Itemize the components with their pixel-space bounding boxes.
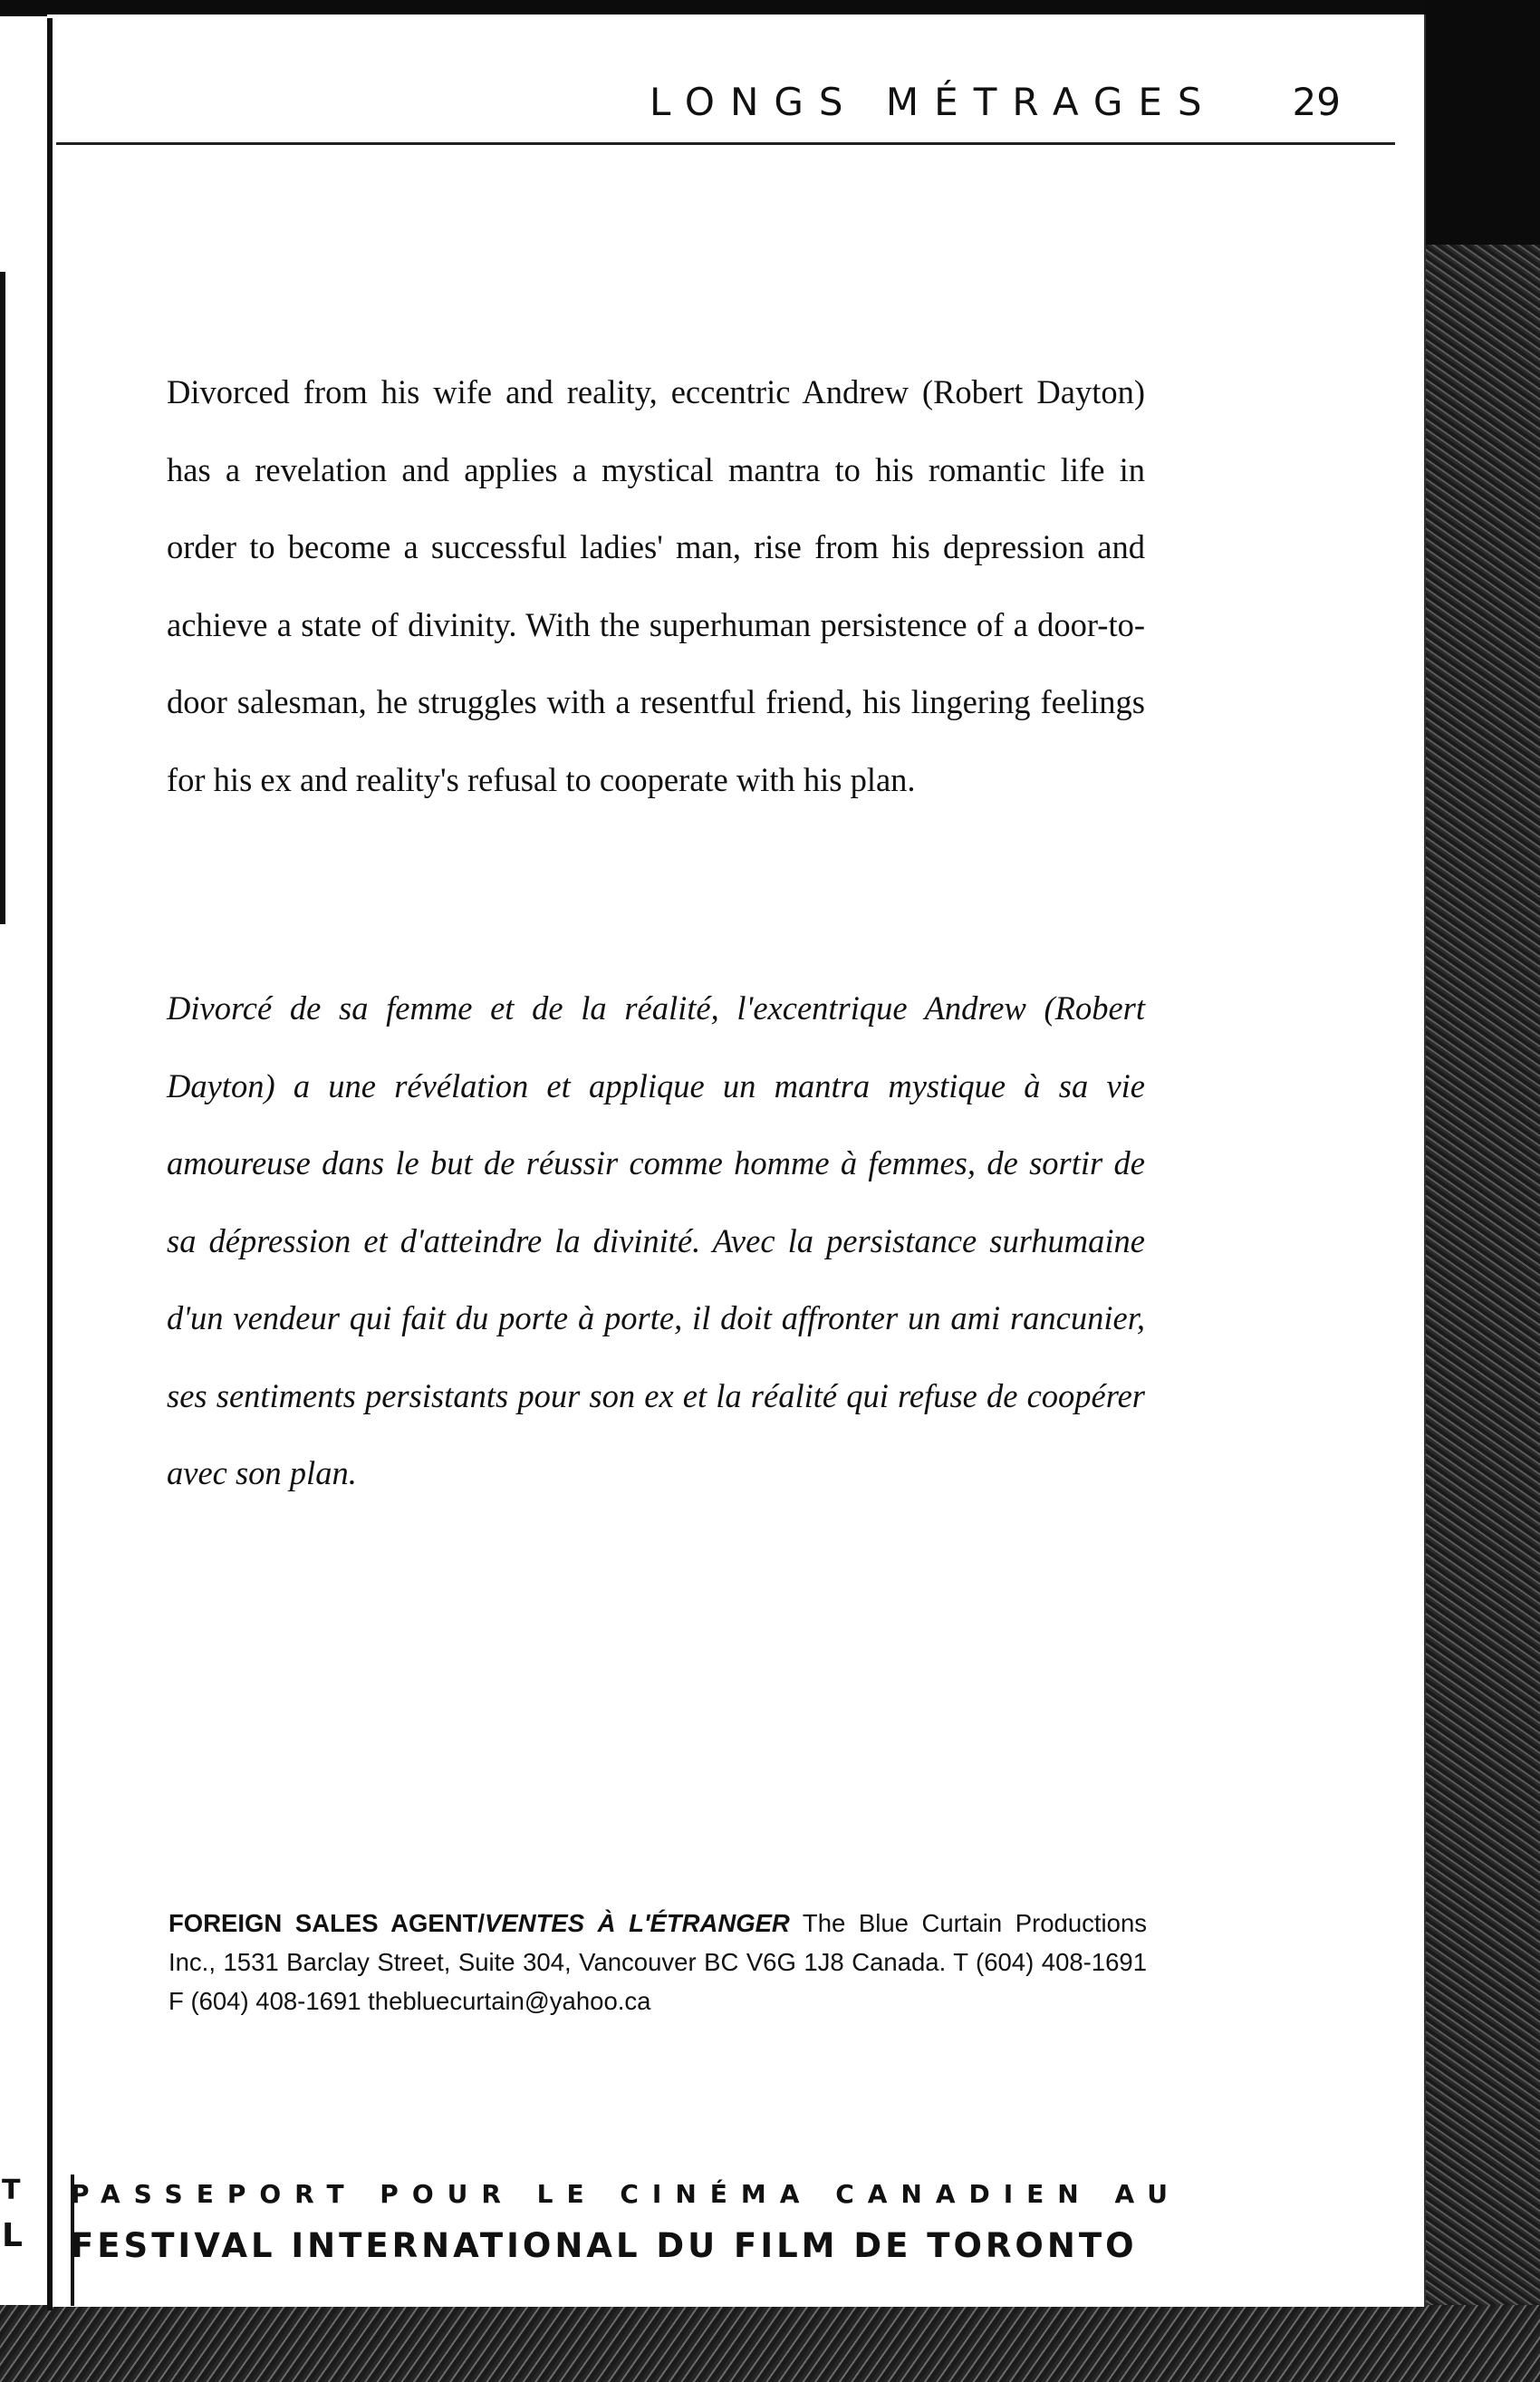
scan-right-edge-dark [1422, 0, 1540, 245]
footer-line-1: PASSEPORT POUR LE CINÉMA CANADIEN AU [71, 2179, 1182, 2209]
page-binding-line [47, 18, 53, 2310]
synopsis-english: Divorced from his wife and reality, eccentric Andrew (Robert Dayton) has a revelation and applies a mystical mantra to his romantic life in order to become a successful ladies' man, rise from his depression and achieve a state of divinity. With the superhuman persistence of a door-to-door salesman, he struggles with a resentful friend, his lingering feelings for his ex and reality's refusal to cooperate with his plan. [167, 373, 1145, 798]
page-number: 29 [1292, 80, 1341, 124]
sales-agent-details: The Blue Curtain Productions Inc., 1531 Barclay Street, Suite 304, Vancouver BC V6G 1J8 Canada. T (604) 408-1691 F (604) 408-1691 thebluecurtain@yahoo.ca [168, 1909, 1147, 2015]
sales-agent-label-fr: VENTES À L'ÉTRANGER [485, 1909, 790, 1937]
scan-right-edge [1422, 0, 1540, 2382]
section-title: LONGS MÉTRAGES [650, 80, 1218, 124]
sales-agent-label-en: FOREIGN SALES AGENT/ [168, 1909, 486, 1937]
adjacent-letter-2: L [2, 2217, 23, 2254]
page-header [634, 80, 1368, 134]
adjacent-page-mark [0, 272, 5, 924]
scan-bottom-edge [0, 2305, 1540, 2382]
synopsis-french: Divorcé de sa femme et de la réalité, l'excentrique Andrew (Robert Dayton) a une révélation et applique un mantra mystique à sa vie amoureuse dans le but de réussir comme homme à femmes, de sortir de sa dépression et d'atteindre la divinité. Avec la persistance surhumaine d'un vendeur qui fait du porte à porte, il doit affronter un ami rancunier, ses sentiments persistants pour son ex et la réalité qui refuse de coopérer avec son plan. [167, 989, 1145, 1491]
footer-line-2: FESTIVAL INTERNATIONAL DU FILM DE TORONTO [71, 2226, 1138, 2265]
adjacent-letter-1: T [2, 2175, 21, 2206]
page-footer [71, 2179, 1248, 2265]
header-rule [56, 142, 1395, 145]
adjacent-page-letters [2, 2175, 23, 2254]
sales-agent-label [168, 1909, 790, 1937]
sales-agent-block [168, 1904, 1147, 2020]
